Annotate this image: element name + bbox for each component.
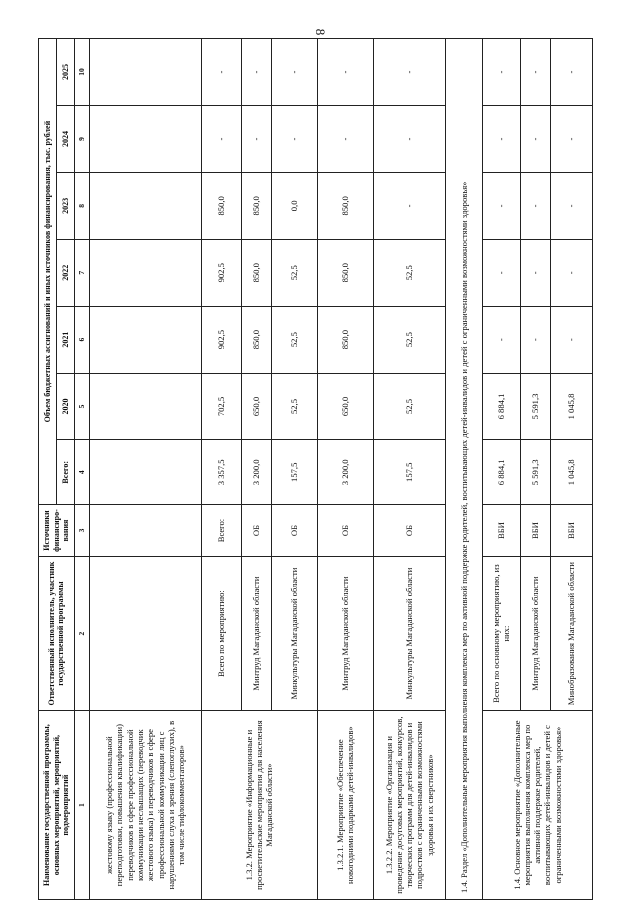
value-cell [89, 306, 201, 373]
source-cell: ВБИ [520, 505, 550, 557]
value-cell: 850,0 [317, 239, 373, 306]
value-cell: 902,5 [201, 306, 241, 373]
header-year: 2024 [56, 106, 74, 173]
value-cell: 5 591,3 [520, 373, 550, 440]
value-cell: - [271, 106, 317, 173]
source-cell: ОБ [241, 505, 271, 557]
value-cell: - [520, 39, 550, 106]
table-row [373, 39, 445, 900]
value-cell: 52,5 [271, 239, 317, 306]
value-cell: - [482, 39, 520, 106]
value-cell: - [482, 239, 520, 306]
value-cell: - [550, 172, 592, 239]
column-number: 2 [74, 556, 89, 710]
source-cell [89, 505, 201, 557]
executor-cell: Минтруд Магаданской области [241, 556, 271, 710]
value-cell: 1 045,8 [550, 440, 592, 505]
value-cell: - [373, 39, 445, 106]
value-cell [89, 172, 201, 239]
header-year: 2020 [56, 373, 74, 440]
header-source: Источники финансиро-вания [39, 505, 75, 557]
executor-cell: Минкультуры Магаданской области [373, 556, 445, 710]
executor-cell [89, 556, 201, 710]
executor-cell: Минкультуры Магаданской области [271, 556, 317, 710]
value-cell: 650,0 [317, 373, 373, 440]
value-cell: - [482, 172, 520, 239]
executor-cell: Минобразования Магаданской области [550, 556, 592, 710]
value-cell: - [550, 39, 592, 106]
table-row [89, 39, 201, 900]
event-name: 1.3.2. Мероприятие «Информационные и просветительские мероприятия для населения Магаданской области» [201, 711, 317, 900]
event-name: 1.3.2.2. Мероприятие «Организация и проведение досуговых мероприятий, конкурсов, творческих программ для детей-инвалидов и подростков с ограниченными возможностями здоровья и их сверстников» [373, 711, 445, 900]
value-cell: 0,0 [271, 172, 317, 239]
budget-table [38, 38, 593, 900]
table-row [482, 39, 520, 900]
table-row [317, 39, 373, 900]
executor-cell: Минтруд Магаданской области [520, 556, 550, 710]
value-cell: - [317, 39, 373, 106]
value-cell: - [482, 306, 520, 373]
value-cell [89, 373, 201, 440]
header-year: 2021 [56, 306, 74, 373]
value-cell: - [201, 106, 241, 173]
value-cell: - [520, 106, 550, 173]
budget-table-sheet [38, 38, 605, 900]
source-cell: Всего: [201, 505, 241, 557]
value-cell: 52,5 [373, 306, 445, 373]
column-number: 9 [74, 106, 89, 173]
header-funding: Объем бюджетных ассигнований и иных источников финансирования, тыс. рублей [39, 39, 57, 505]
column-number: 3 [74, 505, 89, 557]
value-cell: 850,0 [241, 306, 271, 373]
value-cell: 5 591,3 [520, 440, 550, 505]
value-cell: 702,5 [201, 373, 241, 440]
value-cell: - [241, 106, 271, 173]
value-cell [89, 440, 201, 505]
value-cell: 52,5 [271, 373, 317, 440]
event-name: 1.4. Основное мероприятие «Дополнительные мероприятия выполнения комплекса мер по активной поддержке родителей, воспитывающих детей-инвалидов и детей с ограниченными возможностями здоровья» [482, 711, 592, 900]
value-cell: 6 884,1 [482, 440, 520, 505]
value-cell: 850,0 [317, 172, 373, 239]
value-cell: - [550, 306, 592, 373]
event-name: 1.3.2.1. Мероприятие «Обеспечение новогодними подарками детей-инвалидов» [317, 711, 373, 900]
value-cell [89, 106, 201, 173]
executor-cell: Минтруд Магаданской области [317, 556, 373, 710]
page-number: 8 [313, 28, 328, 36]
header-row [39, 39, 57, 900]
column-number: 7 [74, 239, 89, 306]
value-cell: 157,5 [271, 440, 317, 505]
value-cell: 6 884,1 [482, 373, 520, 440]
source-cell: ОБ [271, 505, 317, 557]
source-cell: ВБИ [550, 505, 592, 557]
column-number: 1 [74, 711, 89, 900]
value-cell: - [201, 39, 241, 106]
source-cell: ВБИ [482, 505, 520, 557]
value-cell: - [241, 39, 271, 106]
table-row [201, 39, 241, 900]
value-cell: 850,0 [241, 172, 271, 239]
value-cell: 3 357,5 [201, 440, 241, 505]
header-year: 2022 [56, 239, 74, 306]
value-cell: - [373, 172, 445, 239]
value-cell: 52,5 [373, 239, 445, 306]
value-cell: 1 045,8 [550, 373, 592, 440]
value-cell: - [271, 39, 317, 106]
value-cell: - [520, 306, 550, 373]
value-cell: - [550, 106, 592, 173]
value-cell: 3 200,0 [241, 440, 271, 505]
value-cell: 52,5 [271, 306, 317, 373]
column-numbers-row [74, 39, 89, 900]
event-name: жестовому языку (профессиональной переподготовки, повышения квалификации) переводчиков в сфере профессиональной коммуникации неслышащих (переводчик жестового языка) и переводчиков в сфере профессиональной коммуникации лиц с нарушениями слуха и зрения (слепоглухих), в том числе тифлокомментаторов» [89, 711, 201, 900]
header-year: 2023 [56, 172, 74, 239]
value-cell [89, 239, 201, 306]
value-cell: 650,0 [241, 373, 271, 440]
column-number: 4 [74, 440, 89, 505]
executor-cell: Всего по основному мероприятию, из них: [482, 556, 520, 710]
header-name: Наименование государственной программы, основных мероприятий, мероприятий, подмероприятий [39, 711, 75, 900]
header-year: 2025 [56, 39, 74, 106]
value-cell: - [482, 106, 520, 173]
executor-cell: Всего по мероприятию: [201, 556, 241, 710]
source-cell: ОБ [317, 505, 373, 557]
value-cell: 52,5 [373, 373, 445, 440]
value-cell: - [520, 172, 550, 239]
section-row [445, 39, 482, 900]
column-number: 8 [74, 172, 89, 239]
value-cell: 3 200,0 [317, 440, 373, 505]
value-cell: - [373, 106, 445, 173]
value-cell: 850,0 [241, 239, 271, 306]
column-number: 5 [74, 373, 89, 440]
column-number: 6 [74, 306, 89, 373]
value-cell: 157,5 [373, 440, 445, 505]
value-cell: 850,0 [201, 172, 241, 239]
value-cell: 902,5 [201, 239, 241, 306]
value-cell: 850,0 [317, 306, 373, 373]
section-title: 1.4. Раздел «Дополнительные мероприятия выполнения комплекса мер по активной поддержке родителей, воспитывающих детей-инвалидов и детей с ограниченными возможностями здоровья» [445, 39, 482, 900]
header-year: Всего: [56, 440, 74, 505]
value-cell: - [317, 106, 373, 173]
header-executor: Ответственный исполнитель, участник государственной программы [39, 556, 75, 710]
value-cell: - [550, 239, 592, 306]
value-cell: - [520, 239, 550, 306]
column-number: 10 [74, 39, 89, 106]
value-cell [89, 39, 201, 106]
source-cell: ОБ [373, 505, 445, 557]
